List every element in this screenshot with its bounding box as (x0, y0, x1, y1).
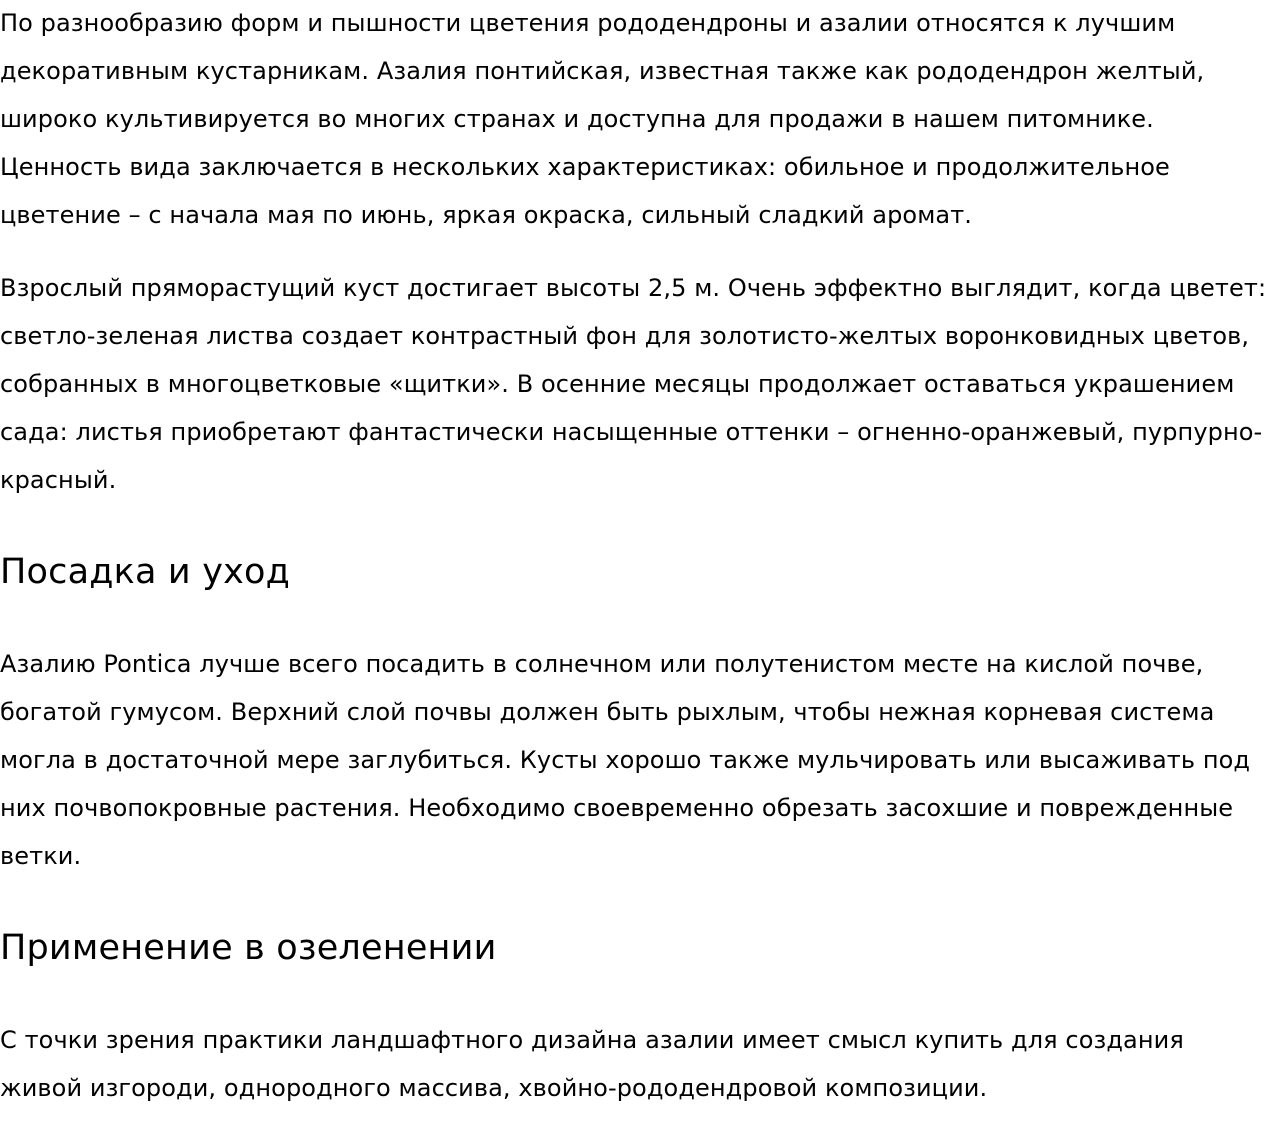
section-heading-usage: Применение в озеленении (0, 928, 497, 968)
planting-paragraph: Азалию Pontica лучше всего посадить в солнечном или полутенистом месте на кислой почве, богатой гумусом. Верхний слой почвы должен быть рыхлым, чтобы нежная корневая система могла в достаточной мере заглубиться. Кусты хорошо также мульчировать или высаживать под них почвопокровные растения. Необходимо своевременно обрезать засохшие и поврежденные ветки. (0, 650, 1251, 870)
intro-paragraph-2: Взрослый пряморастущий куст достигает высоты 2,5 м. Очень эффектно выглядит, когда цветет: светло-зеленая листва создает контрастный фон для золотисто-желтых воронковидных цветов, собранных в многоцветковые «щитки». В осенние месяцы продолжает оставаться украшением сада: листья приобретают фантастически насыщенные оттенки – огненно-оранжевый, пурпурно-красный. (0, 274, 1267, 494)
section-heading-planting: Посадка и уход (0, 552, 291, 592)
usage-paragraph: С точки зрения практики ландшафтного дизайна азалии имеет смысл купить для создания живой изгороди, однородного массива, хвойно-рододендровой композиции. (0, 1026, 1184, 1102)
intro-paragraph-1: По разнообразию форм и пышности цветения рододендроны и азалии относятся к лучшим декоративным кустарникам. Азалия понтийская, известная также как рододендрон желтый, широко культивируется во многих странах и доступна для продажи в нашем питомнике. Ценность вида заключается в нескольких характеристиках: обильное и продолжительное цветение – с начала мая по июнь, яркая окраска, сильный сладкий аромат. (0, 9, 1205, 229)
